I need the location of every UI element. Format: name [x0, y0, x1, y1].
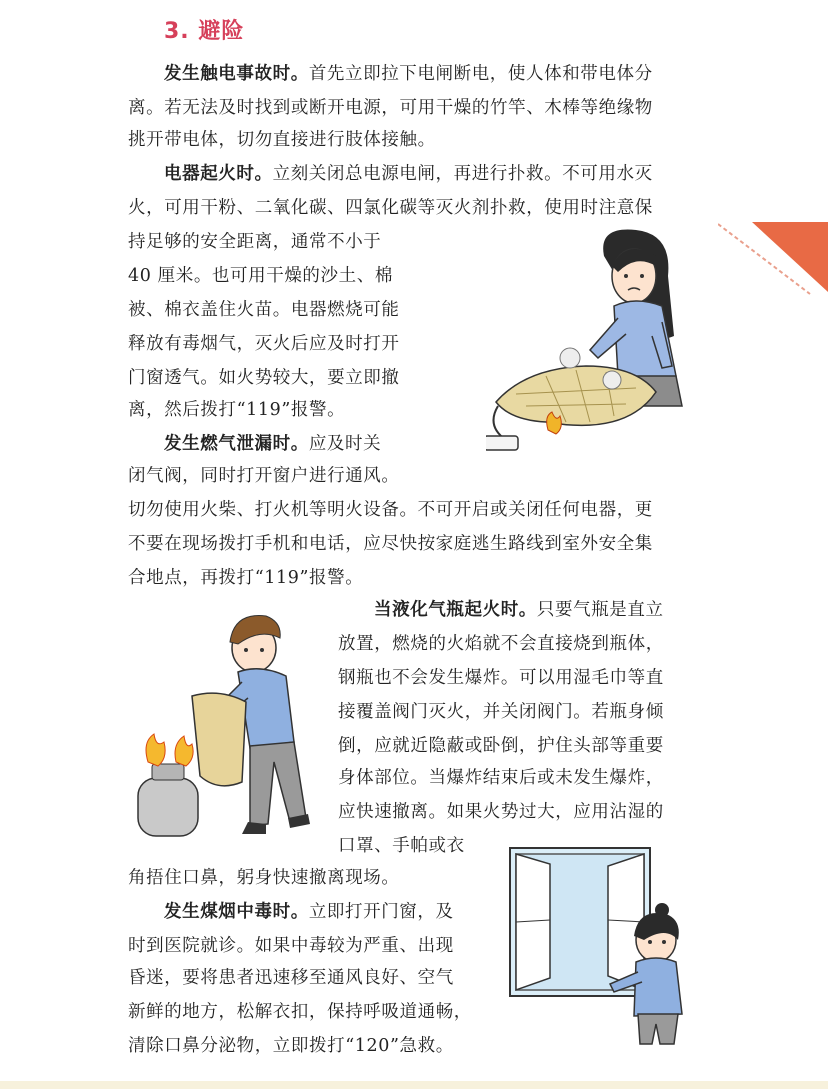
lpg-line-5: 倒，应就近隐蔽或卧倒，护住头部等重要 — [338, 736, 664, 756]
woman-blanket-illustration — [486, 226, 696, 476]
appliance-line-6: 释放有毒烟气，灭火后应及时打开 — [128, 334, 400, 354]
gas-line-4: 不要在现场拨打手机和电话，应尽快按家庭逃生路线到室外安全集 — [128, 534, 653, 554]
appliance-line-8: 离，然后拨打“119”报警。 — [128, 400, 346, 420]
window-girl-illustration — [506, 844, 702, 1054]
gas-lead: 发生燃气泄漏时。 — [164, 434, 309, 454]
co-line-2: 时到医院就诊。如果中毒较为严重、出现 — [128, 936, 454, 956]
gas-line-5: 合地点，再拨打“119”报警。 — [128, 568, 364, 588]
appliance-line-5: 被、棉衣盖住火苗。电器燃烧可能 — [128, 300, 400, 320]
co-line-4: 新鲜的地方，松解衣扣，保持呼吸道通畅， — [128, 1002, 472, 1022]
shock-line-2: 离。若无法及时找到或断开电源，可用干燥的竹竿、木棒等绝缘物 — [128, 98, 653, 118]
lpg-line-8: 口罩、手帕或衣 — [338, 836, 465, 856]
co-lead: 发生煤烟中毒时。 — [164, 902, 309, 922]
appliance-lead: 电器起火时。 — [164, 164, 273, 184]
appliance-line-2: 火，可用干粉、二氧化碳、四氯化碳等灭火剂扑救，使用时注意保 — [128, 198, 653, 218]
section-title: 避险 — [198, 19, 245, 44]
bottom-strip — [0, 1081, 828, 1089]
lpg-line-1: 当液化气瓶起火时。只要气瓶是直立 — [374, 600, 664, 620]
co-line-3: 昏迷，要将患者迅速移至通风良好、空气 — [128, 968, 454, 988]
appliance-line-3: 持足够的安全距离，通常不小于 — [128, 232, 382, 252]
shock-line-1: 发生触电事故时。首先立即拉下电闸断电，使人体和带电体分 — [164, 64, 653, 84]
gas-line-1: 发生燃气泄漏时。应及时关 — [164, 434, 382, 454]
lpg-lead: 当液化气瓶起火时。 — [374, 600, 537, 620]
co-line-1: 发生煤烟中毒时。立即打开门窗，及 — [164, 902, 454, 922]
lpg-line-7: 应快速撤离。如果火势过大，应用沾湿的 — [338, 802, 664, 822]
gas-line-2: 闭气阀，同时打开窗户进行通风。 — [128, 466, 400, 486]
corner-tab-decoration — [718, 222, 828, 302]
section-number: 3. — [164, 19, 190, 44]
gas-line-3: 切勿使用火柴、打火机等明火设备。不可开启或关闭任何电器，更 — [128, 500, 653, 520]
appliance-line-4: 40 厘米。也可用干燥的沙土、棉 — [128, 266, 393, 286]
lpg-line-6: 身体部位。当爆炸结束后或未发生爆炸， — [338, 768, 664, 788]
man-gas-cylinder-illustration — [130, 612, 330, 848]
appliance-line-7: 门窗透气。如火势较大，要立即撤 — [128, 368, 400, 388]
section-heading — [164, 14, 244, 45]
shock-lead: 发生触电事故时。 — [164, 64, 309, 84]
lpg-line-2: 放置，燃烧的火焰就不会直接烧到瓶体， — [338, 634, 664, 654]
co-line-5: 清除口鼻分泌物，立即拨打“120”急救。 — [128, 1036, 454, 1056]
appliance-line-1: 电器起火时。立刻关闭总电源电闸，再进行扑救。不可用水灭 — [164, 164, 653, 184]
lpg-line-3: 钢瓶也不会发生爆炸。可以用湿毛巾等直 — [338, 668, 664, 688]
lpg-line-9: 角捂住口鼻，躬身快速撤离现场。 — [128, 868, 400, 888]
shock-line-3: 挑开带电体，切勿直接进行肢体接触。 — [128, 130, 436, 150]
lpg-line-4: 接覆盖阀门灭火，并关闭阀门。若瓶身倾 — [338, 702, 664, 722]
